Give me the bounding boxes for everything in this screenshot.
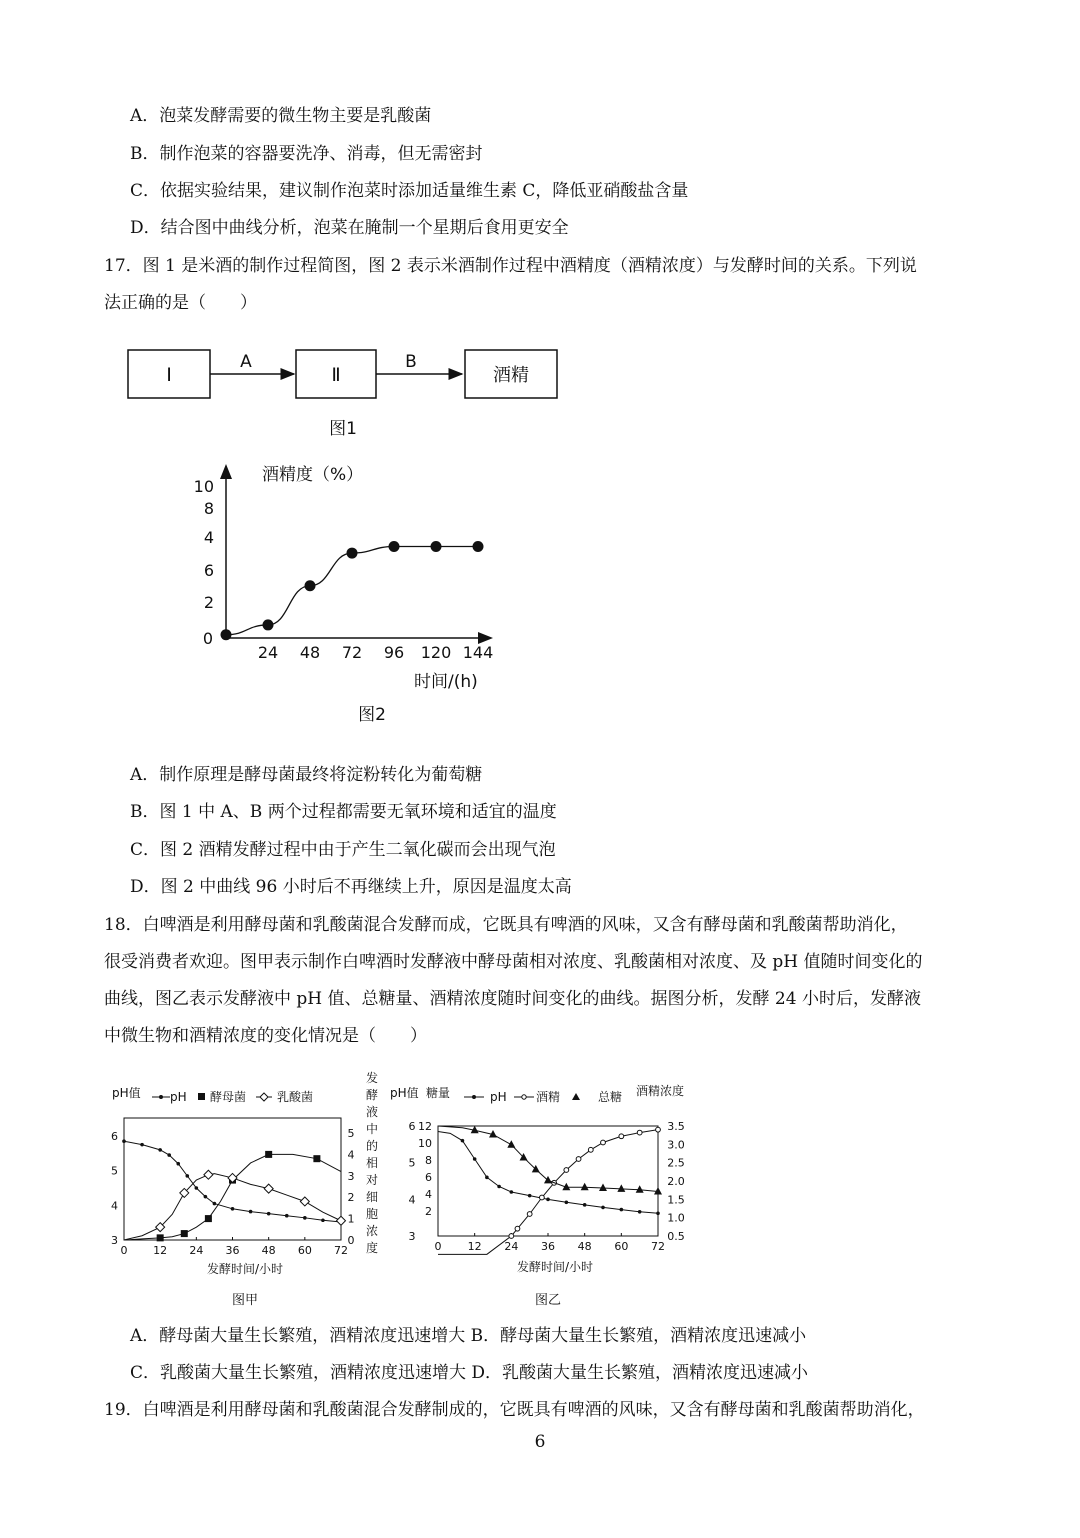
yi-y-right-tick: 3.0	[667, 1138, 685, 1152]
jia-ph-point	[195, 1186, 199, 1190]
jia-legend	[152, 1089, 313, 1104]
yi-ph-point	[638, 1210, 642, 1214]
q16-option-d: D．结合图中曲线分析，泡菜在腌制一个星期后食用更安全	[130, 218, 569, 238]
figure-jia-chart	[100, 1068, 395, 1313]
jia-ph-point	[321, 1218, 325, 1222]
yi-ph-point	[485, 1176, 489, 1180]
jia-yeast-point	[313, 1155, 320, 1162]
jia-y-right-label-char: 发	[365, 1071, 379, 1085]
jia-x-label: 发酵时间/小时	[206, 1262, 284, 1276]
page-number: 6	[534, 1432, 546, 1452]
yi-ph-point	[656, 1211, 660, 1215]
jia-y-left-tick: 4	[111, 1199, 118, 1213]
jia-x-tick: 36	[225, 1244, 240, 1257]
jia-x-tick: 24	[189, 1244, 204, 1257]
fig2-caption: 图2	[358, 705, 386, 725]
yi-y-ph-tick: 4	[408, 1193, 416, 1207]
jia-legend-lab: 乳酸菌	[277, 1090, 314, 1104]
yi-legend	[464, 1089, 622, 1104]
yi-y-right-tick: 3.5	[667, 1120, 685, 1133]
jia-y-right-label-char: 相	[365, 1156, 379, 1170]
jia-y-right-tick: 4	[347, 1148, 355, 1162]
fig1-arrow-b-label: B	[405, 352, 417, 372]
fig2-x-tick: 24	[257, 643, 279, 662]
yi-x-tick: 72	[651, 1240, 665, 1253]
jia-ph-point	[167, 1153, 171, 1157]
fig2-y-label: 酒精度（%）	[262, 465, 364, 485]
yi-ph-point	[583, 1203, 587, 1207]
jia-x-tick: 0	[120, 1244, 128, 1257]
yi-y-right-label: 酒精浓度	[636, 1084, 685, 1098]
jia-caption: 图甲	[231, 1293, 259, 1308]
fig1-box-2-label: Ⅱ	[331, 364, 341, 386]
q17-stem-line2: 法正确的是（ ）	[104, 293, 257, 313]
fig2-x-tick: 72	[341, 643, 363, 662]
fig2-data-point	[431, 541, 442, 552]
yi-alcohol-point	[515, 1226, 520, 1231]
jia-ph-point	[213, 1202, 217, 1206]
jia-y-left-tick: 5	[111, 1164, 118, 1178]
yi-y-right-tick: 0.5	[667, 1230, 685, 1243]
figure-2-chart	[0, 455, 560, 730]
yi-y-right-tick: 1.5	[667, 1193, 685, 1207]
q17-option-b: B．图 1 中 A、B 两个过程都需要无氧环境和适宜的温度	[130, 802, 557, 822]
jia-y-right-tick: 5	[347, 1127, 355, 1140]
yi-caption: 图乙	[534, 1293, 562, 1308]
jia-y-right-tick: 0	[347, 1234, 355, 1247]
q16-option-c: C．依据实验结果，建议制作泡菜时添加适量维生素 C，降低亚硝酸盐含量	[130, 181, 689, 201]
fig2-y-tick: 2	[203, 593, 214, 612]
jia-y-left-tick: 6	[111, 1130, 118, 1143]
yi-sugar-point	[544, 1176, 552, 1184]
fig2-x-tick: 120	[420, 643, 452, 662]
yi-alcohol-point	[619, 1134, 624, 1139]
jia-ph-point	[158, 1148, 162, 1152]
jia-y-left-label: pH值	[112, 1086, 141, 1100]
fig2-data-point	[305, 580, 316, 591]
fig2-y-tick: 8	[203, 499, 214, 518]
q17-option-d: D．图 2 中曲线 96 小时后不再继续上升，原因是温度太高	[130, 877, 572, 897]
yi-ph-point	[461, 1139, 465, 1143]
yi-alcohol-point	[539, 1195, 544, 1200]
fig1-arrow-a-label: A	[240, 352, 252, 372]
q17-option-a: A．制作原理是酵母菌最终将淀粉转化为葡萄糖	[130, 765, 483, 785]
yi-y-ph-tick: 3	[408, 1230, 416, 1243]
q19-stem-line1: 19．白啤酒是利用酵母菌和乳酸菌混合发酵制成的，它既具有啤酒的风味，又含有酵母菌和乳酸菌帮助消化，	[104, 1400, 925, 1420]
jia-lab-point	[300, 1197, 309, 1206]
fig1-box-3-label: 酒精	[493, 365, 529, 386]
fig2-x-tick: 48	[299, 643, 321, 662]
jia-ph-point	[249, 1210, 253, 1214]
yi-alcohol-point	[637, 1130, 642, 1135]
jia-lab-point	[264, 1184, 273, 1193]
q18-stem-line3: 曲线，图乙表示发酵液中 pH 值、总糖量、酒精浓度随时间变化的曲线。据图分析，发酵 24 小时后，发酵液	[104, 989, 921, 1009]
yi-x-tick: 0	[434, 1240, 442, 1253]
yi-alcohol-point	[509, 1234, 514, 1239]
yi-y-right-tick: 1.0	[667, 1211, 685, 1225]
yi-alcohol-point	[601, 1140, 606, 1145]
figure-1-flow	[0, 330, 600, 445]
fig2-y-tick: 4	[203, 528, 214, 547]
jia-ph-point	[176, 1162, 180, 1166]
jia-y-right-label-char: 液	[365, 1105, 379, 1119]
jia-x-tick: 12	[153, 1244, 168, 1257]
jia-ph-point	[122, 1139, 126, 1143]
yi-y-sugar-tick: 10	[418, 1137, 432, 1150]
jia-y-right-label-char: 细	[365, 1190, 379, 1204]
yi-x-tick: 12	[467, 1240, 482, 1253]
jia-x-tick: 48	[261, 1244, 276, 1257]
yi-alcohol-point	[576, 1157, 581, 1162]
fig2-data-point	[263, 619, 274, 630]
yi-x-tick: 60	[614, 1240, 629, 1253]
q17-stem-line1: 17．图 1 是米酒的制作过程简图，图 2 表示米酒制作过程中酒精度（酒精浓度）与发酵时间的关系。下列说	[104, 256, 917, 276]
jia-y-right-label-char: 酵	[365, 1088, 379, 1102]
yi-y-sugar-tick: 12	[418, 1120, 432, 1133]
q16-option-b: B．制作泡菜的容器要洗净、消毒，但无需密封	[130, 144, 483, 164]
yi-y-ph-tick: 6	[408, 1120, 416, 1133]
fig2-y-tick: 6	[203, 561, 214, 580]
jia-ph-point	[303, 1216, 307, 1220]
yi-ph-point	[546, 1198, 550, 1202]
jia-ph-point	[267, 1212, 271, 1216]
jia-legend-yeast: 酵母菌	[210, 1090, 247, 1104]
jia-y-right-tick: 2	[347, 1191, 355, 1205]
jia-ph-point	[285, 1214, 289, 1218]
fig2-data-point	[473, 541, 484, 552]
jia-x-tick: 72	[334, 1244, 348, 1257]
jia-y-right-tick: 1	[347, 1212, 355, 1226]
yi-alcohol-point	[527, 1212, 532, 1217]
q18-stem-line4: 中微生物和酒精浓度的变化情况是（ ）	[104, 1026, 427, 1046]
yi-ph-point	[510, 1190, 514, 1194]
q17-option-c: C．图 2 酒精发酵过程中由于产生二氧化碳而会出现气泡	[130, 840, 556, 860]
yi-sugar-point	[507, 1140, 515, 1148]
yi-y-sugar-tick: 4	[425, 1188, 432, 1201]
jia-y-right-label-char: 的	[365, 1139, 379, 1153]
yi-sugar-point	[581, 1183, 589, 1191]
jia-y-right-label-char: 度	[365, 1241, 379, 1255]
jia-ph-point	[185, 1174, 189, 1178]
yi-legend-ph: pH	[490, 1090, 507, 1104]
jia-x-tick: 60	[297, 1244, 312, 1257]
yi-alcohol-point	[588, 1147, 593, 1152]
fig2-x-tick: 96	[383, 643, 405, 662]
yi-y-sugar-tick: 2	[425, 1205, 432, 1218]
jia-legend-ph: pH	[170, 1090, 187, 1104]
yi-alcohol-point	[656, 1127, 661, 1132]
yi-y-right-tick: 2.5	[667, 1156, 685, 1170]
yi-x-tick: 48	[577, 1240, 592, 1253]
yi-ph-point	[497, 1185, 501, 1189]
fig2-origin-label: 0	[202, 629, 213, 648]
q18-option-ab: A．酵母菌大量生长繁殖，酒精浓度迅速增大 B．酵母菌大量生长繁殖，酒精浓度迅速减小	[130, 1326, 807, 1346]
jia-ph-point	[204, 1195, 208, 1199]
yi-x-label: 发酵时间/小时	[516, 1260, 594, 1274]
q18-stem-line1: 18．白啤酒是利用酵母菌和乳酸菌混合发酵而成，它既具有啤酒的风味，又含有酵母菌和乳酸菌帮助消化，	[104, 915, 908, 935]
fig1-caption: 图1	[329, 419, 357, 439]
jia-y-right-label-char: 胞	[365, 1207, 379, 1221]
q18-stem-line2: 很受消费者欢迎。图甲表示制作白啤酒时发酵液中酵母菌相对浓度、乳酸菌相对浓度、及 pH 值随时间变化的	[104, 952, 923, 972]
jia-ph-point	[231, 1207, 235, 1211]
yi-ph-point	[528, 1194, 532, 1198]
yi-ph-point	[601, 1206, 605, 1210]
yi-alcohol-point	[564, 1168, 569, 1173]
jia-ph-point	[140, 1143, 144, 1147]
yi-ph-point	[473, 1157, 477, 1161]
q16-option-a: A．泡菜发酵需要的微生物主要是乳酸菌	[130, 106, 432, 126]
yi-x-tick: 24	[504, 1240, 519, 1253]
jia-lab-point	[337, 1216, 346, 1225]
yi-sugar-point	[617, 1184, 625, 1192]
yi-legend-alcohol: 酒精	[536, 1090, 561, 1104]
jia-y-right-tick: 3	[347, 1169, 355, 1183]
yi-y-right-tick: 2.0	[667, 1175, 685, 1188]
jia-y-right-label-char: 对	[365, 1173, 379, 1187]
jia-yeast-point	[157, 1234, 164, 1241]
jia-yeast-point	[265, 1151, 272, 1158]
jia-y-left-tick: 3	[111, 1234, 118, 1247]
fig2-data-point	[389, 541, 400, 552]
yi-y-sugar-tick: 8	[425, 1154, 432, 1167]
fig1-box-1-label: Ⅰ	[166, 364, 172, 386]
jia-lab-point	[204, 1170, 213, 1179]
jia-series-line	[124, 1174, 341, 1240]
q18-option-cd: C．乳酸菌大量生长繁殖，酒精浓度迅速增大 D．乳酸菌大量生长繁殖，酒精浓度迅速减小	[130, 1363, 809, 1383]
fig2-x-tick: 144	[462, 643, 494, 662]
yi-y-ph-label: pH值	[390, 1086, 419, 1100]
jia-yeast-point	[181, 1230, 188, 1237]
jia-yeast-point	[205, 1215, 212, 1222]
fig2-data-point	[221, 629, 232, 640]
yi-sugar-point	[599, 1184, 607, 1192]
fig2-data-point	[347, 548, 358, 559]
yi-x-tick: 36	[541, 1240, 555, 1253]
yi-legend-sugar: 总糖	[598, 1090, 623, 1104]
jia-y-right-label-char: 中	[365, 1122, 379, 1136]
fig2-x-label: 时间/(h)	[414, 672, 478, 692]
yi-y-sugar-tick: 6	[425, 1171, 432, 1184]
yi-ph-point	[620, 1208, 624, 1212]
fig2-y-tick: 10	[193, 477, 214, 496]
figure-yi-chart	[390, 1068, 710, 1313]
yi-sugar-point	[636, 1185, 644, 1193]
yi-ph-point	[565, 1200, 569, 1204]
jia-y-right-label-char: 浓	[365, 1224, 379, 1238]
yi-y-sugar-label: 糖量	[426, 1086, 451, 1100]
yi-y-ph-tick: 5	[408, 1156, 416, 1170]
